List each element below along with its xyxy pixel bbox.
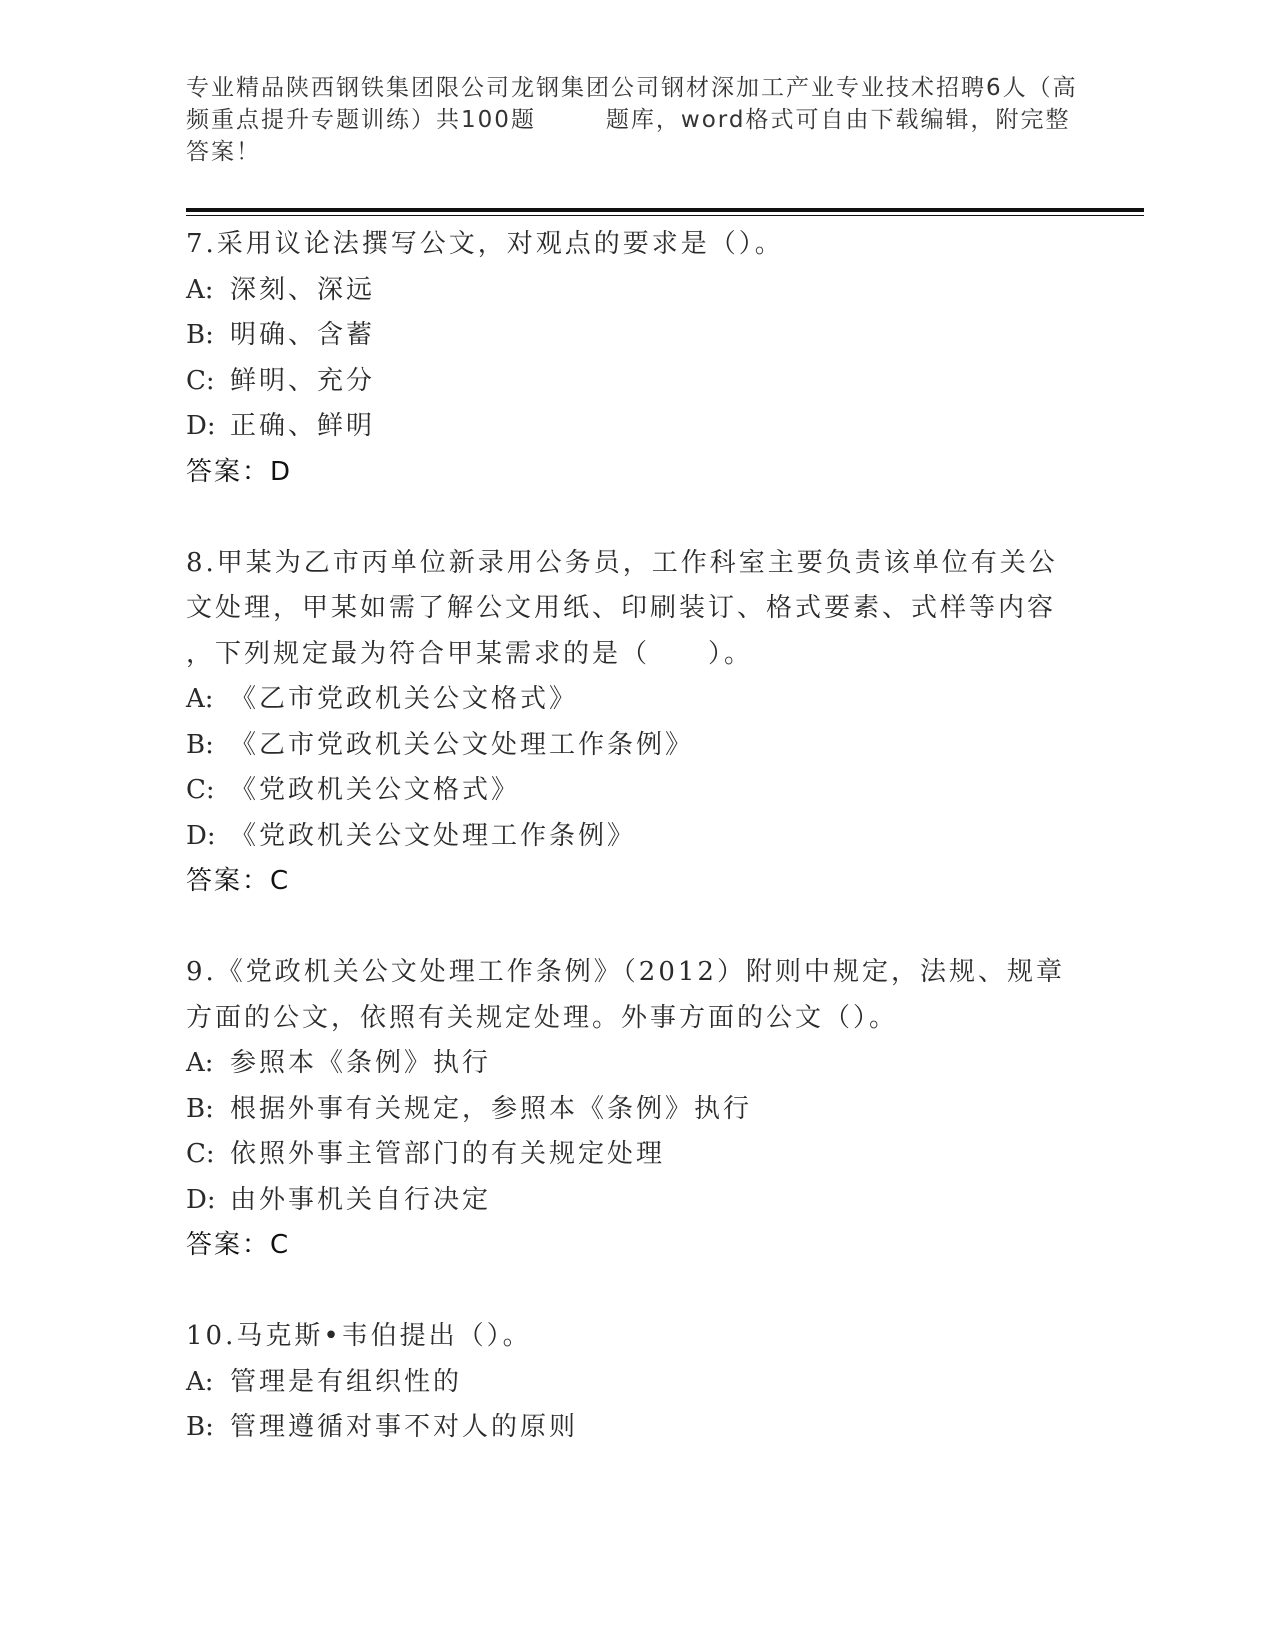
question-spacer — [186, 495, 1086, 541]
option-b — [186, 1087, 1086, 1133]
answer-line: 答案：C — [186, 866, 291, 896]
question-block — [186, 1314, 1086, 1451]
question-spacer — [186, 905, 1086, 951]
option-d — [186, 404, 1086, 450]
header-line-1: 专业精品陕西钢铁集团限公司龙钢集团公司钢材深加工产业专业技术招聘6人（高 — [186, 75, 1078, 101]
option-text: 参照本《条例》执行 — [230, 1048, 492, 1078]
question-block — [186, 950, 1086, 1269]
option-a — [186, 1041, 1086, 1087]
option-text: 深刻、深远 — [230, 274, 376, 305]
question-stem-continued: ，下列规定最为符合甲某需求的是（ ）。 — [186, 638, 754, 669]
option-text: 《乙市党政机关公文处理工作条例》 — [230, 729, 695, 760]
option-text: 《党政机关公文格式》 — [230, 775, 521, 805]
header-line-2-part-b: 题库，word格式可自由下载编辑，附完整 — [605, 107, 1071, 133]
option-text: 鲜明、充分 — [230, 365, 376, 396]
option-text: 明确、含蓄 — [230, 320, 376, 350]
option-key: C: — [186, 775, 215, 805]
option-b — [186, 313, 1086, 359]
option-text: 根据外事有关规定，参照本《条例》执行 — [230, 1093, 753, 1124]
option-a — [186, 677, 1086, 723]
option-c — [186, 768, 1086, 814]
header-divider-thin — [186, 215, 1144, 216]
document-header — [186, 72, 1086, 168]
option-text: 《乙市党政机关公文格式》 — [230, 684, 579, 714]
question-stem: 7.采用议论法撰写公文，对观点的要求是（）。 — [186, 229, 784, 259]
header-line-2-part-a: 频重点提升专题训练）共100题 — [186, 107, 536, 133]
header-line-3: 答案！ — [186, 139, 261, 165]
question-stem: 8.甲某为乙市丙单位新录用公务员，工作科室主要负责该单位有关公 — [186, 547, 1058, 578]
option-text: 依照外事主管部门的有关规定处理 — [230, 1139, 666, 1169]
header-line-2 — [186, 104, 1086, 136]
answer-line: 答案：C — [186, 1230, 291, 1260]
question-block — [186, 222, 1086, 495]
question-stem-continued: 方面的公文，依照有关规定处理。外事方面的公文（）。 — [186, 1002, 899, 1033]
option-key: C: — [186, 365, 215, 396]
option-b — [186, 1405, 1086, 1451]
question-stem: 9.《党政机关公文处理工作条例》（2012）附则中规定，法规、规章 — [186, 957, 1065, 987]
option-key: C: — [186, 1139, 215, 1169]
option-key: B: — [186, 320, 214, 350]
option-key: A: — [186, 274, 214, 305]
option-key: A: — [186, 1366, 214, 1397]
option-key: B: — [186, 1093, 214, 1124]
option-b — [186, 723, 1086, 769]
option-d — [186, 1178, 1086, 1224]
question-list — [186, 222, 1086, 1451]
option-key: B: — [186, 729, 214, 760]
option-key: A: — [186, 1048, 214, 1078]
option-key: D: — [186, 411, 216, 441]
option-a — [186, 268, 1086, 314]
option-c — [186, 1132, 1086, 1178]
header-divider-thick — [186, 208, 1144, 212]
question-stem: 10.马克斯•韦伯提出（）。 — [186, 1321, 532, 1351]
option-d — [186, 814, 1086, 860]
option-c — [186, 359, 1086, 405]
answer-line: 答案：D — [186, 456, 293, 487]
option-key: D: — [186, 820, 216, 851]
option-text: 管理是有组织性的 — [230, 1366, 463, 1397]
option-text: 由外事机关自行决定 — [230, 1184, 492, 1215]
option-key: A: — [186, 684, 214, 714]
option-text: 正确、鲜明 — [230, 411, 376, 441]
option-text: 管理遵循对事不对人的原则 — [230, 1412, 579, 1442]
question-spacer — [186, 1269, 1086, 1315]
option-key: B: — [186, 1412, 214, 1442]
question-stem-continued: 文处理，甲某如需了解公文用纸、印刷装订、格式要素、式样等内容 — [186, 593, 1057, 623]
option-key: D: — [186, 1184, 216, 1215]
option-text: 《党政机关公文处理工作条例》 — [230, 820, 637, 851]
question-block — [186, 541, 1086, 905]
option-a — [186, 1360, 1086, 1406]
